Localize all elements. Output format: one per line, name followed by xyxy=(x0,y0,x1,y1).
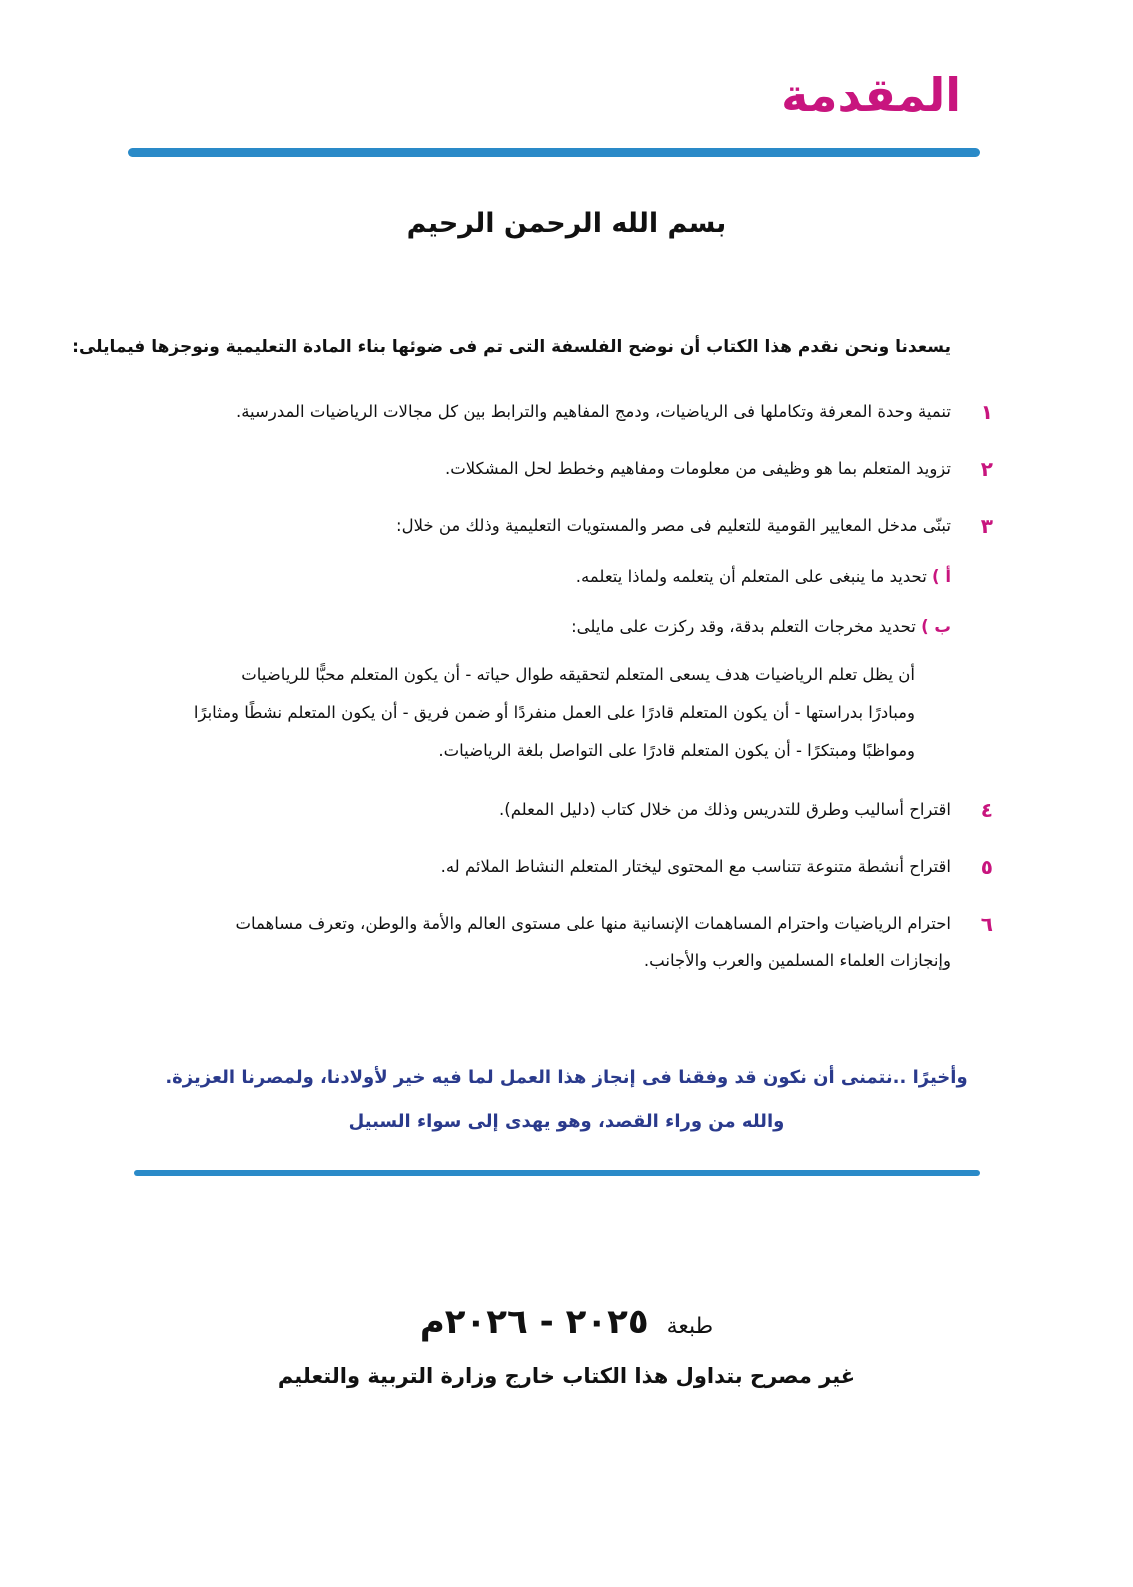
sub-item-a xyxy=(576,567,951,586)
edition xyxy=(0,1302,1133,1342)
list-item: اقتراح أنشطة متنوعة تتناسب مع المحتوى ليختار المتعلم النشاط الملائم له. xyxy=(440,857,951,876)
outcome-line: ومبادرًا بدراستها - أن يكون المتعلم قادرًا على العمل منفردًا أو ضمن فريق - أن يكون المتعلم نشطًا ومثابرًا xyxy=(193,703,915,722)
item-number: ٢ xyxy=(980,457,993,481)
closing-line: والله من وراء القصد، وهو يهدى إلى سواء السبيل xyxy=(348,1111,785,1132)
list-item: احترام الرياضيات واحترام المساهمات الإنسانية منها على مستوى العالم والأمة والوطن، وتعرف مساهمات xyxy=(235,914,951,933)
bottom-divider xyxy=(134,1170,980,1176)
item-number: ٦ xyxy=(980,912,993,936)
item-number: ٣ xyxy=(980,514,993,538)
item-number: ٥ xyxy=(980,855,993,879)
edition-label: طبعة xyxy=(666,1314,714,1339)
item-number: ١ xyxy=(980,400,993,424)
sub-item-b xyxy=(571,617,951,636)
sub-text: تحديد ما ينبغى على المتعلم أن يتعلمه ولماذا يتعلمه. xyxy=(575,567,927,586)
page-title: المقدمة xyxy=(781,68,961,122)
sub-marker: ب ) xyxy=(921,617,951,636)
item-number: ٤ xyxy=(980,798,993,822)
sub-marker: أ ) xyxy=(932,567,951,586)
list-item-continuation: وإنجازات العلماء المسلمين والعرب والأجانب. xyxy=(643,951,951,970)
list-item: اقتراح أساليب وطرق للتدريس وذلك من خلال كتاب (دليل المعلم). xyxy=(499,800,951,819)
list-item: تبنّى مدخل المعايير القومية للتعليم فى مصر والمستويات التعليمية وذلك من خلال: xyxy=(396,516,951,535)
basmala: بسم الله الرحمن الرحيم xyxy=(406,208,727,239)
outcome-line: ومواظبًا ومبتكرًا - أن يكون المتعلم قادرًا على التواصل بلغة الرياضيات. xyxy=(438,741,915,760)
list-item: تنمية وحدة المعرفة وتكاملها فى الرياضيات، ودمج المفاهيم والترابط بين كل مجالات الرياضيات المدرسية. xyxy=(235,402,951,421)
distribution-notice: غير مصرح بتداول هذا الكتاب خارج وزارة التربية والتعليم xyxy=(277,1364,856,1388)
list-item: تزويد المتعلم بما هو وظيفى من معلومات ومفاهيم وخطط لحل المشكلات. xyxy=(444,459,951,478)
intro-text: يسعدنا ونحن نقدم هذا الكتاب أن نوضح الفلسفة التى تم فى ضوئها بناء المادة التعليمية ونوجزها فيمايلى: xyxy=(72,337,951,357)
outcome-line: أن يظل تعلم الرياضيات هدف يسعى المتعلم لتحقيقه طوال حياته - أن يكون المتعلم محبًّا للرياضيات xyxy=(241,665,915,684)
closing-line: وأخيرًا ..نتمنى أن نكون قد وفقنا فى إنجاز هذا العمل لما فيه خير لأولادنا، ولمصرنا العزيزة. xyxy=(165,1067,968,1088)
top-divider xyxy=(128,148,980,157)
edition-years: ٢٠٢٥ - ٢٠٢٦م xyxy=(419,1302,649,1342)
sub-text: تحديد مخرجات التعلم بدقة، وقد ركزت على مايلى: xyxy=(571,617,916,636)
